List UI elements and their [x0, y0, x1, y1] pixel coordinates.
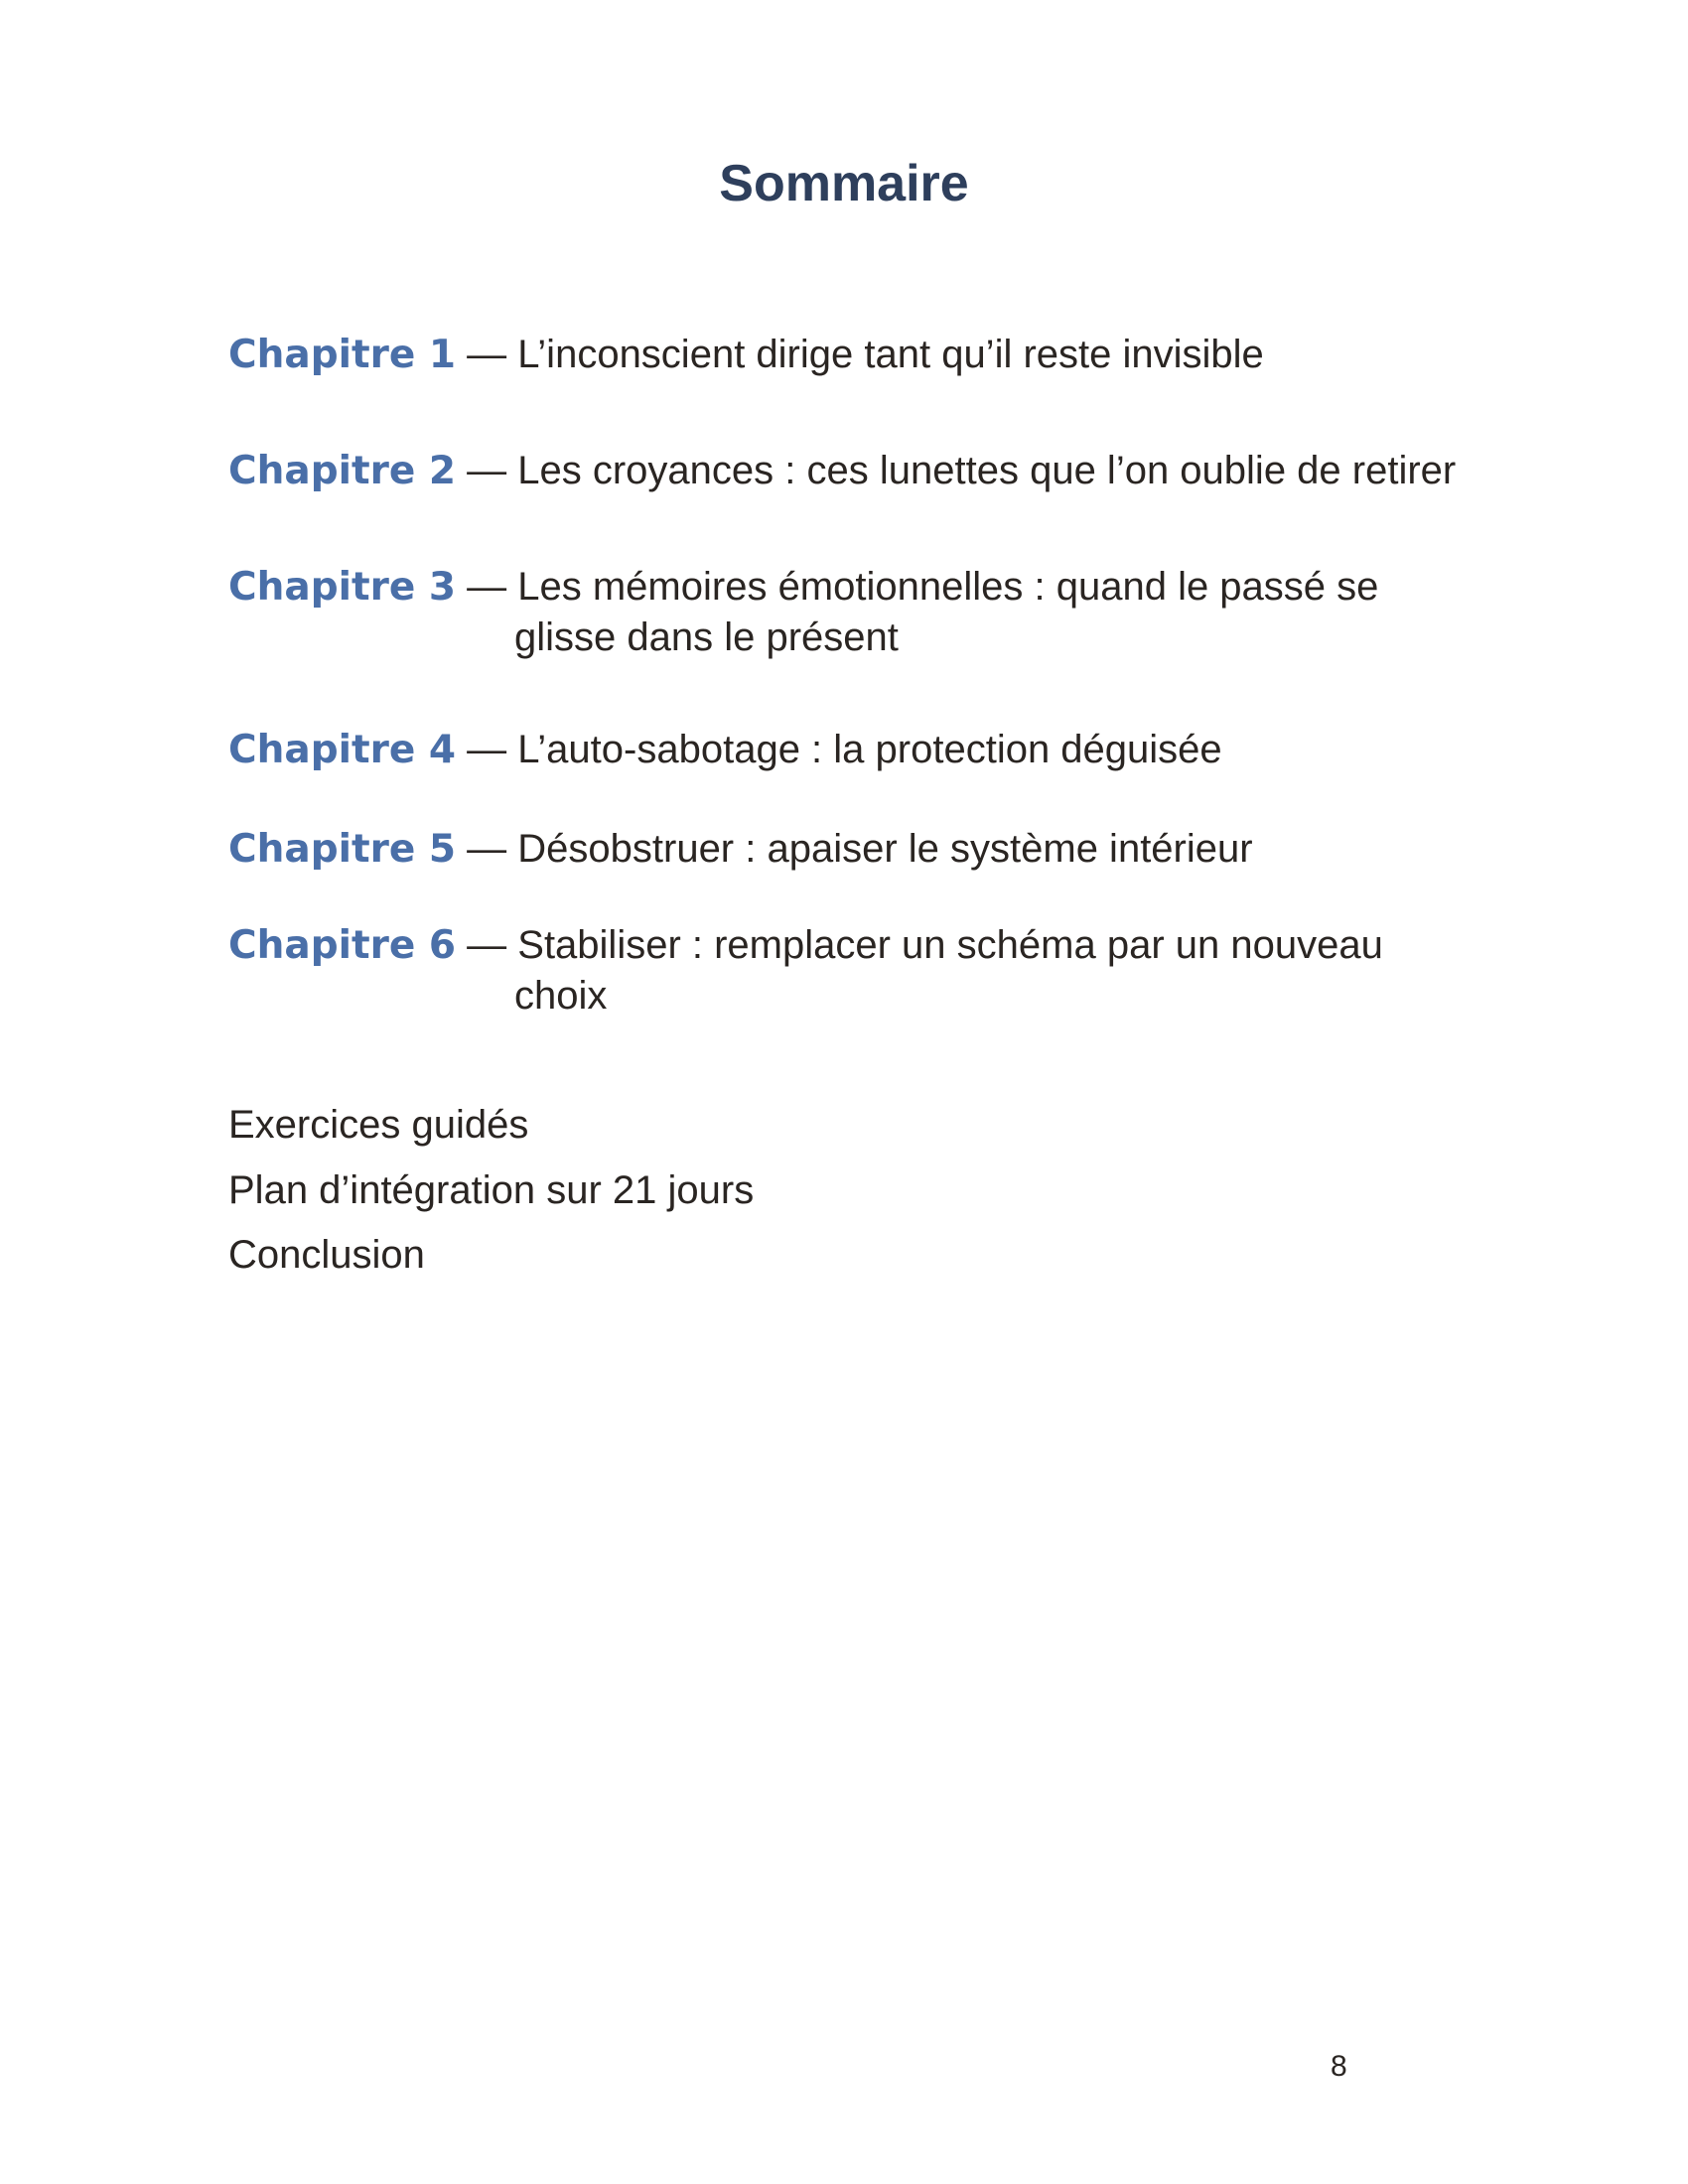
toc-entry-chapter-2[interactable]: [228, 446, 1519, 496]
toc-entry-chapter-4[interactable]: [228, 725, 1519, 775]
chapter-title: — Désobstruer : apaiser le système intérieur: [456, 827, 1253, 871]
toc-entry-plan-integration[interactable]: Plan d’intégration sur 21 jours: [228, 1168, 755, 1212]
chapter-label: Chapitre 4: [228, 728, 457, 772]
toc-entry-chapter-1[interactable]: [228, 330, 1519, 380]
chapter-label: Chapitre 6: [228, 923, 457, 968]
page-number: 8: [1331, 2050, 1347, 2083]
toc-entry-chapter-6[interactable]: [228, 920, 1519, 1021]
chapter-label: Chapitre 2: [228, 449, 457, 493]
page-title: Sommaire: [719, 155, 969, 212]
toc-entry-conclusion[interactable]: Conclusion: [228, 1233, 425, 1277]
chapter-label: Chapitre 5: [228, 827, 457, 872]
chapter-title-continuation: choix: [514, 974, 608, 1018]
chapter-title-continuation: glisse dans le présent: [514, 615, 899, 659]
toc-entry-chapter-3[interactable]: [228, 562, 1519, 662]
toc-entry-chapter-5[interactable]: [228, 824, 1519, 875]
chapter-label: Chapitre 1: [228, 333, 457, 377]
toc-entry-exercices[interactable]: Exercices guidés: [228, 1103, 529, 1147]
chapter-title: — L’inconscient dirige tant qu’il reste invisible: [456, 333, 1264, 376]
chapter-title: — Les croyances : ces lunettes que l’on oublie de retirer: [456, 449, 1457, 492]
chapter-title: — Stabiliser : remplacer un schéma par un nouveau: [456, 923, 1383, 967]
chapter-title: — Les mémoires émotionnelles : quand le passé se: [456, 565, 1379, 609]
chapter-title: — L’auto-sabotage : la protection déguisée: [456, 728, 1222, 771]
chapter-label: Chapitre 3: [228, 565, 457, 610]
